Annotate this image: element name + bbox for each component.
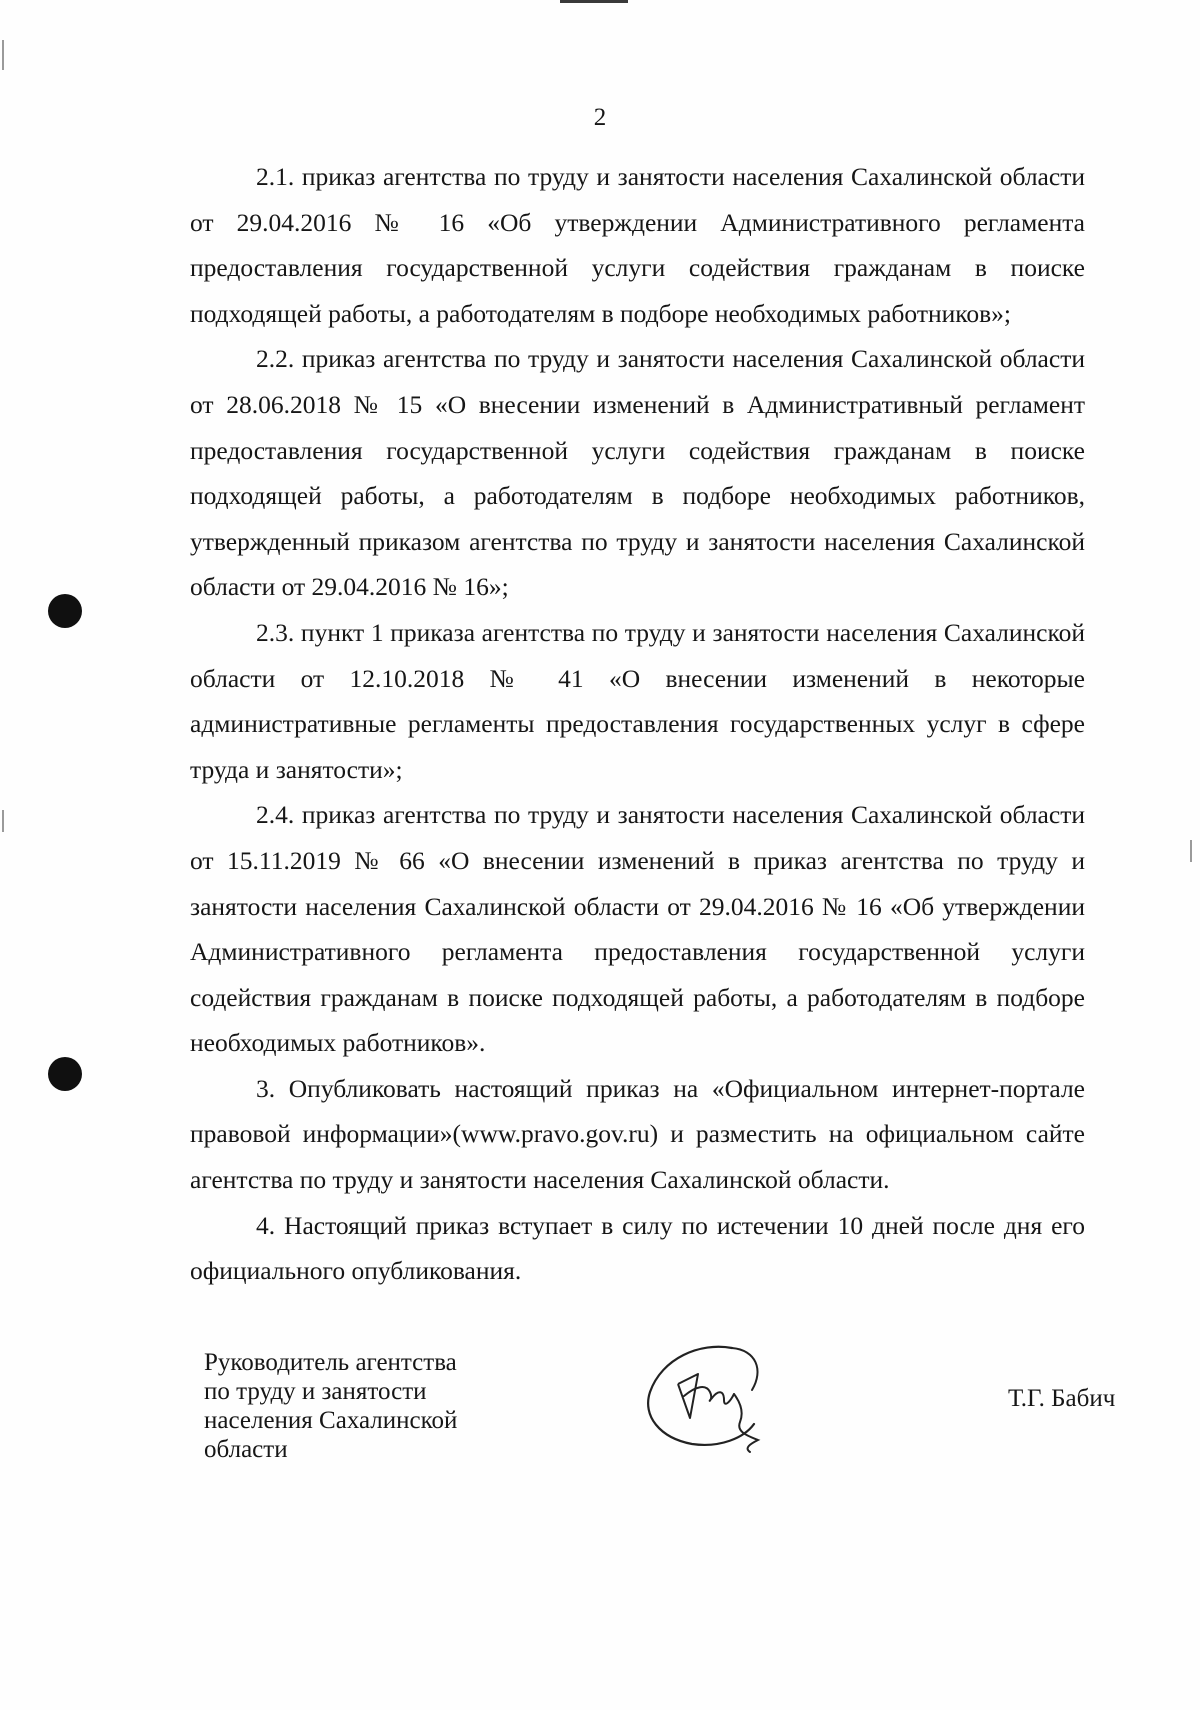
handwritten-signature: [640, 1340, 800, 1460]
position-line: Руководитель агентства: [204, 1349, 457, 1376]
paragraph-2-2: 2.2. приказ агентства по труду и занятости населения Сахалинской области от 28.06.2018 № 15 «О внесении изменений в Административный регламент предоставления государственной услуги содействия гражданам в поиске подходящей работы, а работодателям в подборе необходимых работников, утвержденный приказом агентства по труду и занятости населения Сахалинской области от 29.04.2016 № 16»;: [190, 344, 1085, 602]
top-edge-rule: [560, 0, 628, 3]
signatory-name: Т.Г. Бабич: [1008, 1385, 1116, 1412]
paragraph-2-4: 2.4. приказ агентства по труду и занятости населения Сахалинской области от 15.11.2019 № 66 «О внесении изменений в приказ агентства по труду и занятости населения Сахалинской области от 29.04.2016 № 16 «Об утверждении Административного регламента предоставления государственной услуги содействия гражданам в поиске подходящей работы, а работодателям в подборе необходимых работников».: [190, 800, 1085, 1058]
punch-hole: [48, 1057, 82, 1091]
scan-edge-mark: [1190, 840, 1192, 862]
page-number: 2: [593, 104, 607, 131]
paragraph-2-3: 2.3. пункт 1 приказа агентства по труду и занятости населения Сахалинской области от 12.10.2018 № 41 «О внесении изменений в некоторые административные регламенты предоставления государственных услуг в сфере труда и занятости»;: [190, 617, 1085, 784]
position-line: по труду и занятости: [204, 1378, 427, 1405]
document-body: [190, 154, 1085, 1294]
punch-hole: [48, 594, 82, 628]
paragraph-2-1: 2.1. приказ агентства по труду и занятости населения Сахалинской области от 29.04.2016 № 16 «Об утверждении Административного регламента предоставления государственной услуги содействия гражданам в поиске подходящей работы, а работодателям в подборе необходимых работников»;: [190, 162, 1085, 328]
scan-edge-mark: [2, 40, 4, 70]
position-line: области: [204, 1436, 288, 1463]
paragraph-3: 3. Опубликовать настоящий приказ на «Официальном интернет-портале правовой информации»(www.pravo.gov.ru) и разместить на официальном сайте агентства по труду и занятости населения Сахалинской области.: [190, 1073, 1085, 1195]
signatory-position: [204, 1348, 524, 1464]
paragraph-4: 4. Настоящий приказ вступает в силу по истечении 10 дней после дня его официального опубликования.: [190, 1210, 1085, 1286]
scan-edge-mark: [2, 810, 4, 832]
position-line: населения Сахалинской: [204, 1407, 458, 1434]
